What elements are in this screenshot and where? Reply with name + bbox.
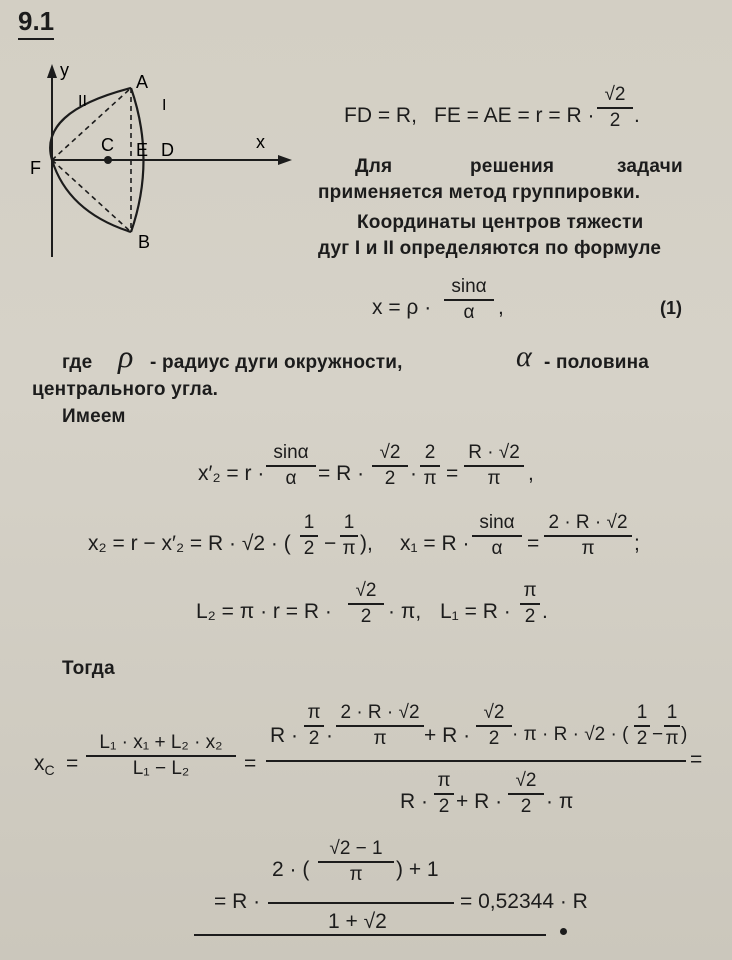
- final-fraction-bar: [268, 902, 454, 904]
- eq-x1-frac2: [544, 512, 632, 560]
- eq-L1-end: .: [542, 600, 548, 623]
- eq-x2p-frac3: [420, 442, 440, 490]
- big-num-c: · π · R · √2 · (: [512, 724, 629, 745]
- eq-x2-lhs: x₂ = r − x′₂ = R · √2 · (: [88, 532, 291, 555]
- xc-fraction: [86, 732, 236, 780]
- label-arc-II: II: [78, 93, 87, 110]
- xc-lhs: [34, 752, 55, 778]
- eq-L1-frac-num: π: [523, 580, 537, 601]
- big-den-c: · π: [546, 790, 574, 813]
- p1-word-3: задачи: [617, 156, 683, 177]
- eq-x2-end: ),: [360, 532, 373, 555]
- big-num-pi-num: π: [307, 702, 321, 723]
- big-num-end: ): [681, 724, 688, 745]
- formula-1-fraction: [444, 276, 494, 324]
- xc-fraction-den: L₁ − L₂: [132, 757, 190, 779]
- radius-FB: [52, 160, 131, 232]
- eq-L2-end: · π,: [388, 600, 422, 623]
- eq-x2-frac1-den: 2: [303, 537, 315, 559]
- eq-x2p-frac1-num: sinα: [273, 442, 309, 463]
- big-num-dot: ·: [326, 724, 333, 747]
- eq-x2p-frac1-den: α: [285, 467, 297, 489]
- big-den-b: + R ·: [456, 790, 503, 813]
- given-rhs: FE = AE = r = R ·: [434, 104, 595, 127]
- result-underline: [194, 934, 546, 936]
- big-num-s2-frac: [476, 702, 512, 750]
- big-den-pi-frac: [434, 770, 454, 818]
- final-inner-num: √2 − 1: [329, 838, 383, 859]
- big-num-h2-num: 1: [666, 702, 678, 723]
- eq-L2-frac: [348, 580, 384, 628]
- eq-x2p-eq: =: [446, 462, 459, 485]
- eq-x2-frac2: [340, 512, 358, 560]
- eq-x2-minus: −: [324, 532, 337, 555]
- arc-figure: [28, 52, 328, 262]
- eq-x2p-lhs: x′₂ = r ·: [198, 462, 265, 485]
- big-fraction-bar: [266, 760, 686, 762]
- radius-FA: [52, 88, 131, 160]
- where-alpha: α: [516, 340, 532, 373]
- big-num-h1-num: 1: [636, 702, 648, 723]
- final-lhs: = R ·: [214, 890, 261, 913]
- p1-word-2: решения: [470, 156, 555, 177]
- big-den-s-den: 2: [520, 795, 532, 817]
- eq-x1-eq: =: [527, 532, 540, 555]
- eq-x1-frac1-num: sinα: [479, 512, 515, 533]
- p2-line-1: Координаты центров тяжести: [357, 212, 644, 233]
- problem-number: 9.1: [18, 6, 55, 36]
- big-num-s2-num: √2: [483, 702, 505, 723]
- eq-x2p-frac4: [464, 442, 524, 490]
- final-inner-den: π: [349, 863, 363, 885]
- eq-x2p-frac4-den: π: [487, 467, 501, 489]
- eq-x2p-frac3-num: 2: [424, 442, 436, 463]
- xc-fraction-num: L₁ · x₁ + L₂ · x₂: [99, 732, 223, 753]
- big-num-frac-num: 2 · R · √2: [340, 702, 420, 723]
- big-den-pi-num: π: [437, 770, 451, 791]
- big-num-h2-den: π: [665, 727, 679, 749]
- where-b: - радиус дуги окружности,: [150, 352, 403, 373]
- y-axis-arrow: [47, 64, 57, 78]
- eq-x1-frac2-num: 2 · R · √2: [548, 512, 628, 533]
- label-x: x: [256, 132, 265, 152]
- eq-x2p-frac2-num: √2: [379, 442, 401, 463]
- eq-x2p-mid: = R ·: [318, 462, 365, 485]
- big-den-s-num: √2: [515, 770, 537, 791]
- final-inner-frac: [318, 838, 394, 886]
- eq-x2-frac1: [300, 512, 318, 560]
- eq-x2p-frac4-num: R · √2: [468, 442, 520, 463]
- given-end: .: [634, 104, 640, 127]
- eq-x1-lhs: x₁ = R ·: [400, 532, 470, 555]
- big-num-h1-den: 2: [636, 727, 648, 749]
- eq-L2-lhs: L₂ = π · r = R ·: [196, 600, 332, 623]
- problem-number-underline: [18, 38, 54, 40]
- where-a: где: [62, 352, 93, 373]
- eq-x2p-dot: ·: [410, 462, 417, 485]
- xc-subscript: C: [44, 762, 55, 779]
- x-axis-arrow: [278, 155, 292, 165]
- where-rho: ρ: [118, 338, 134, 374]
- eq-x2-frac2-den: π: [342, 537, 356, 559]
- eq-x2p-frac2: [372, 442, 408, 490]
- label-E: E: [136, 140, 149, 160]
- eq-L1-lhs: L₁ = R ·: [440, 600, 511, 623]
- label-F: F: [30, 158, 41, 178]
- label-A: A: [136, 72, 149, 92]
- eq-L1-frac-den: 2: [524, 605, 536, 627]
- big-num-minus: −: [652, 724, 664, 745]
- final-den: 1 + √2: [328, 910, 387, 933]
- big-num-b: + R ·: [424, 724, 471, 747]
- final-result: = 0,52344 · R: [460, 890, 588, 913]
- label-B: B: [138, 232, 151, 252]
- end-mark-dot: [560, 928, 567, 935]
- eq-L1-frac: [520, 580, 540, 628]
- eq-x1-end: ;: [634, 532, 640, 555]
- big-num-frac-den: π: [373, 727, 387, 749]
- point-C: [104, 156, 112, 164]
- big-num-s2-den: 2: [488, 727, 500, 749]
- eq-x2p-frac2-den: 2: [384, 467, 396, 489]
- big-den-s-frac: [508, 770, 544, 818]
- big-num-a: R ·: [270, 724, 298, 747]
- xc-eq: =: [66, 752, 79, 775]
- p2-line-2: дуг I и II определяются по формуле: [318, 238, 662, 259]
- given-fraction-num: √2: [604, 84, 626, 105]
- eq-x2p-frac1: [266, 442, 316, 490]
- eq-x1-frac1-den: α: [491, 537, 503, 559]
- formula-1-end: ,: [498, 296, 504, 319]
- big-den-pi-den: 2: [438, 795, 450, 817]
- xc-symbol: x: [34, 752, 45, 775]
- have-label: Имеем: [62, 406, 126, 427]
- final-num-b: ) + 1: [396, 858, 439, 881]
- final-num-a: 2 · (: [272, 858, 310, 881]
- eq-L2-frac-den: 2: [360, 605, 372, 627]
- label-arc-I: I: [162, 97, 167, 114]
- eq-L2-frac-num: √2: [355, 580, 377, 601]
- formula-1-num: sinα: [451, 276, 487, 297]
- eq-x2-frac2-num: 1: [343, 512, 355, 533]
- eq-x2p-frac3-den: π: [423, 467, 437, 489]
- eq-x1-frac1: [472, 512, 522, 560]
- big-num-h2-frac: [664, 702, 680, 750]
- eq-x2p-end: ,: [528, 462, 534, 485]
- label-C: C: [101, 135, 114, 155]
- big-num-pi-den: 2: [308, 727, 320, 749]
- where-line-2: центрального угла.: [32, 379, 219, 400]
- given-fraction-den: 2: [609, 109, 621, 131]
- big-num-h1-frac: [634, 702, 650, 750]
- eq-x1-frac2-den: π: [581, 537, 595, 559]
- label-y: y: [60, 60, 69, 80]
- big-num-pi-frac: [304, 702, 324, 750]
- formula-1-tag: (1): [660, 298, 682, 318]
- p1-line-2: применяется метод группировки.: [318, 182, 641, 203]
- formula-1-lhs: x = ρ ·: [372, 296, 432, 319]
- label-D: D: [161, 140, 174, 160]
- p1-word-1: Для: [355, 156, 393, 177]
- given-fraction: [597, 84, 633, 132]
- big-num-frac: [336, 702, 424, 750]
- xc-eq3: =: [690, 748, 703, 771]
- then-label: Тогда: [62, 658, 115, 679]
- big-den-a: R ·: [400, 790, 428, 813]
- xc-eq2: =: [244, 752, 257, 775]
- where-c: - половина: [544, 352, 650, 373]
- formula-1-den: α: [463, 301, 475, 323]
- eq-x2-frac1-num: 1: [303, 512, 315, 533]
- given-lhs: FD = R,: [344, 104, 417, 127]
